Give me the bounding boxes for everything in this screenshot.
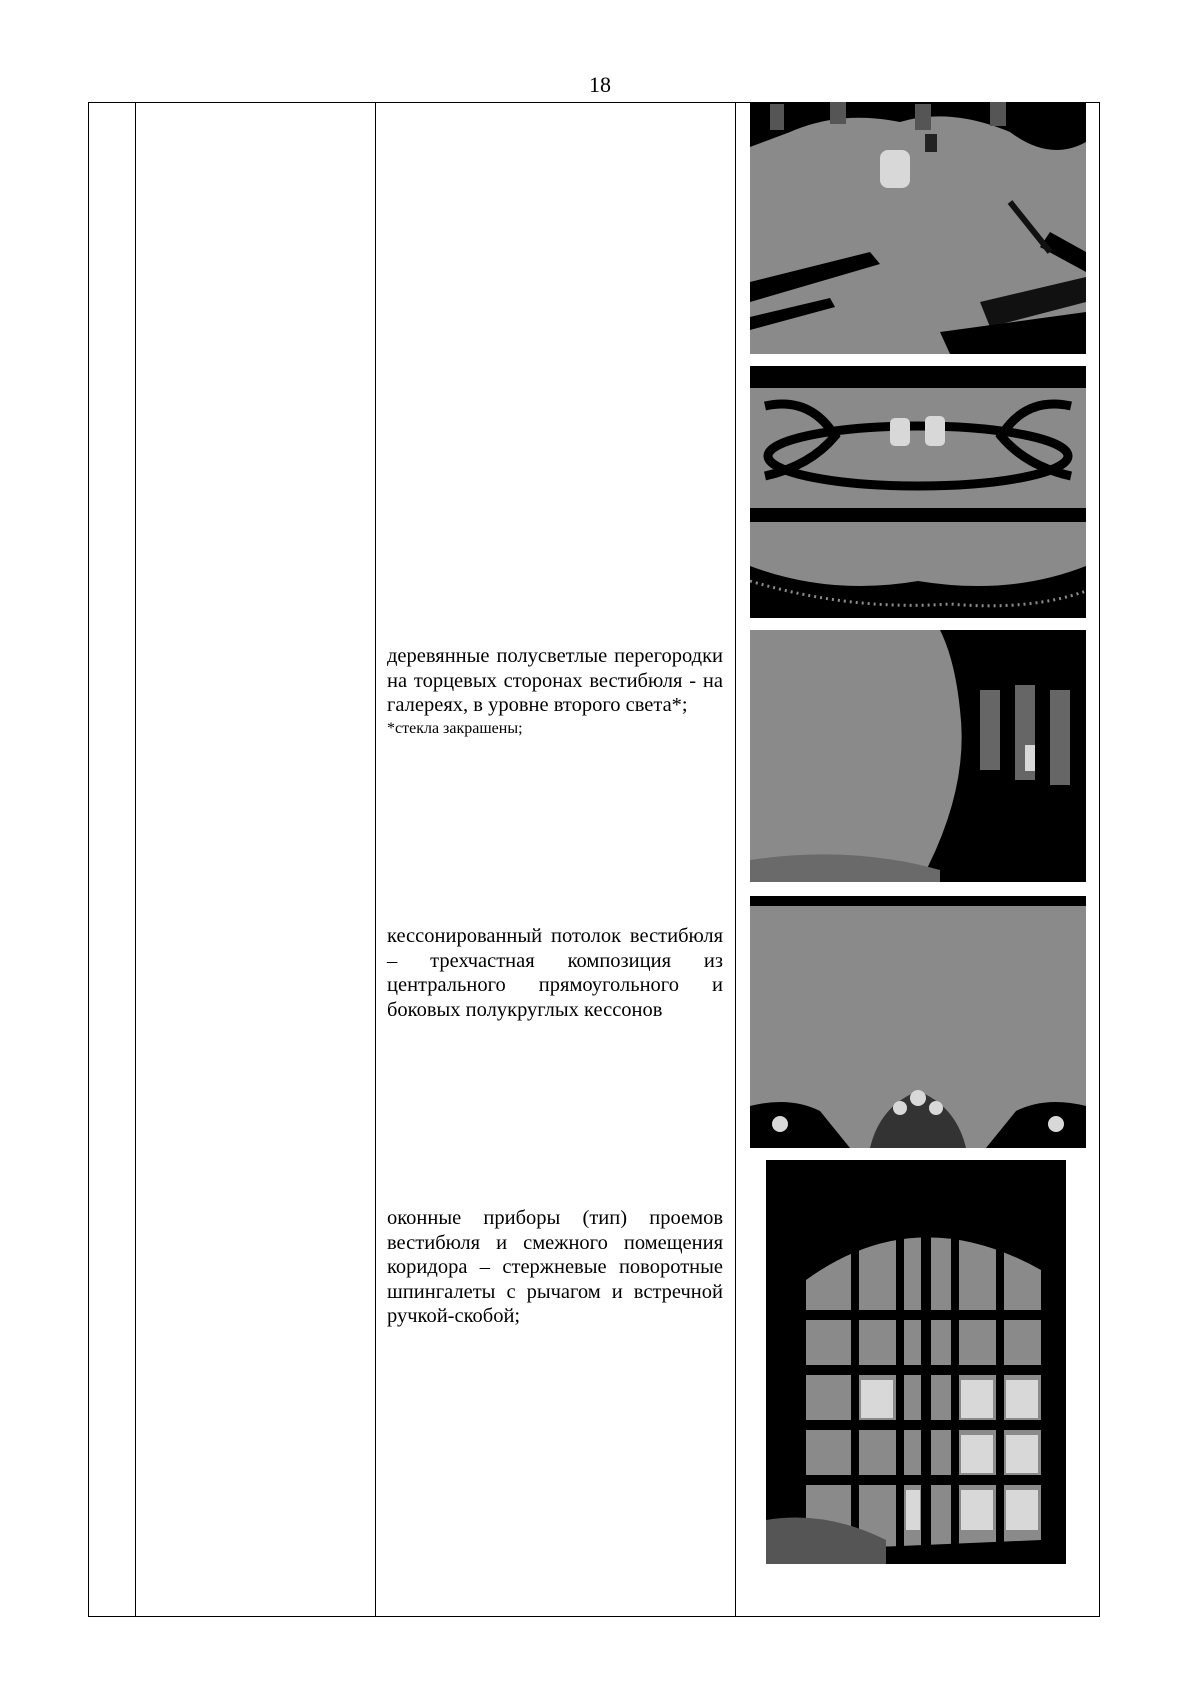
- vestibule-floor-pattern-photo: [750, 366, 1086, 618]
- description-text: деревянные полусветлые перегородки на торцевых сторонах вестибюля - на галереях, в уровне второго света*;: [387, 645, 723, 716]
- page-number: 18: [589, 72, 611, 97]
- window-espagnolette-photo: [766, 1160, 1066, 1564]
- column-divider-3: [735, 103, 736, 1616]
- gallery-partitions-photo: [750, 630, 1086, 882]
- description-partitions: [387, 644, 723, 740]
- column-divider-2: [375, 103, 376, 1616]
- column-divider-1: [135, 103, 136, 1616]
- description-text: кессонированный потолок вестибюля – трехчастная композиция из центрального прямоугольного и боковых полукруглых кессонов: [387, 925, 723, 1021]
- description-window-hardware: [387, 1206, 723, 1329]
- description-text: оконные приборы (тип) проемов вестибюля и смежного помещения коридора – стержневые поворотные шпингалеты с рычагом и встречной ручкой-скобой;: [387, 1207, 723, 1327]
- description-ceiling: [387, 924, 723, 1022]
- description-note: *стекла закрашены;: [387, 719, 523, 737]
- coffered-ceiling-photo: [750, 896, 1086, 1148]
- vestibule-floor-photo: [750, 102, 1086, 354]
